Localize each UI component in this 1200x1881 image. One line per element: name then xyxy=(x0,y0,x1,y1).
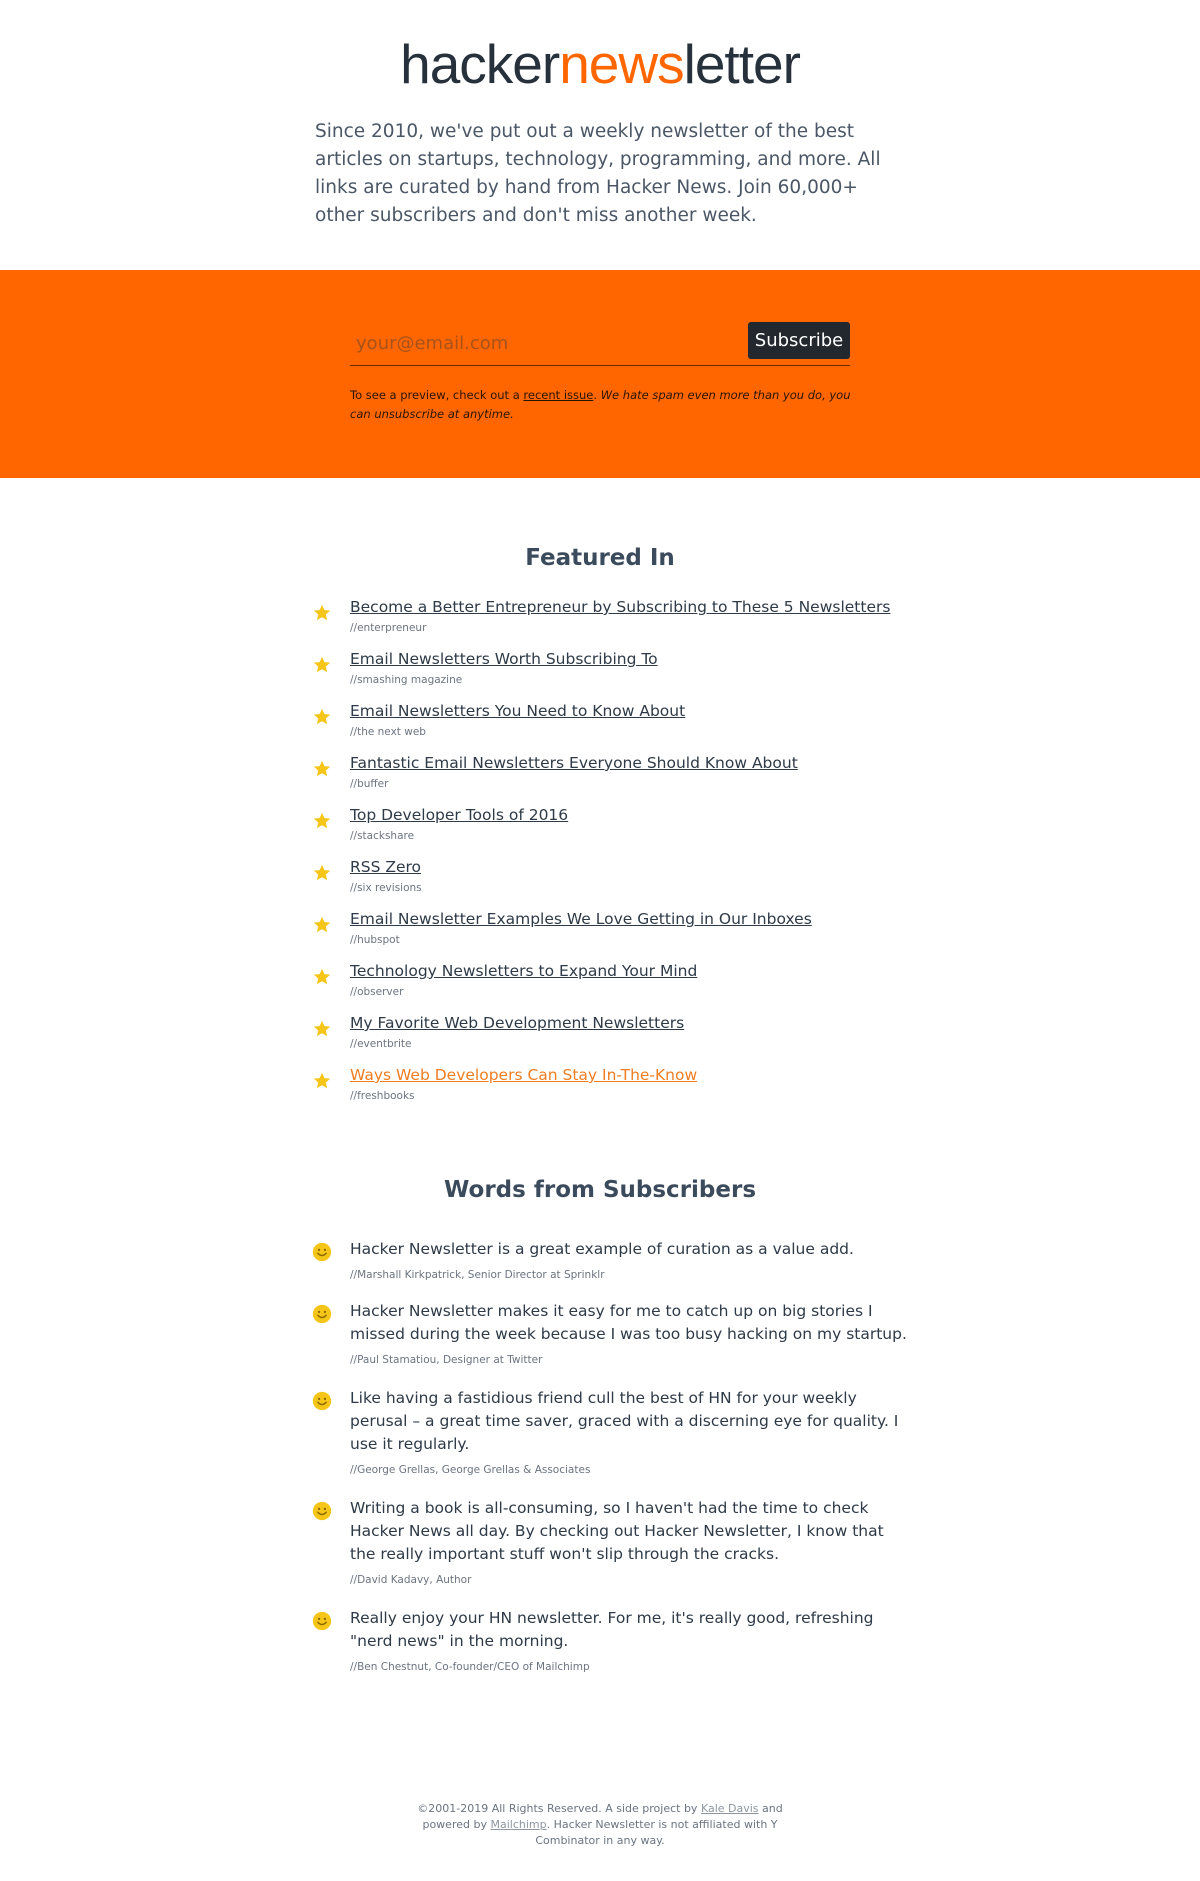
featured-item-source: //observer xyxy=(350,986,404,998)
star-icon xyxy=(312,603,332,623)
featured-item-source: //hubspot xyxy=(350,934,400,946)
featured-item xyxy=(310,650,910,702)
email-input[interactable] xyxy=(350,322,740,364)
testimonial-text: Really enjoy your HN newsletter. For me, it's really good, refreshing "nerd news" in the morning. xyxy=(350,1609,874,1650)
testimonials-heading: Words from Subscribers xyxy=(443,1177,757,1203)
logo-news: news xyxy=(559,33,684,95)
featured-item xyxy=(310,754,910,806)
testimonial-author: //Paul Stamatiou, Designer at Twitter xyxy=(350,1354,543,1366)
star-icon xyxy=(312,863,332,883)
testimonial-author: //George Grellas, George Grellas & Associates xyxy=(350,1464,591,1476)
smiley-icon xyxy=(312,1391,332,1411)
featured-item-source: //the next web xyxy=(350,726,426,738)
star-icon xyxy=(312,1071,332,1091)
footer-text-1: ©2001-2019 All Rights Reserved. A side project by xyxy=(417,1802,701,1815)
featured-item-title[interactable]: Fantastic Email Newsletters Everyone Should Know About xyxy=(350,754,798,772)
note-spam: We hate spam even more than you do, you can unsubscribe at anytime. xyxy=(350,388,851,421)
testimonial-text: Like having a fastidious friend cull the best of HN for your weekly perusal – a great time saver, graced with a discerning eye for quality. I use it regularly. xyxy=(350,1389,899,1453)
testimonial-author: //Ben Chestnut, Co-founder/CEO of Mailchimp xyxy=(350,1661,590,1673)
smiley-icon xyxy=(312,1304,332,1324)
featured-item xyxy=(310,702,910,754)
mailchimp-link[interactable]: Mailchimp xyxy=(490,1818,547,1831)
featured-item xyxy=(310,910,910,962)
subscribe-button[interactable]: Subscribe xyxy=(748,322,850,359)
featured-item-source: //buffer xyxy=(350,778,389,790)
logo-hacker: hacker xyxy=(400,33,560,95)
featured-item-title[interactable]: RSS Zero xyxy=(350,858,422,876)
star-icon xyxy=(312,707,332,727)
featured-list xyxy=(310,598,910,1118)
testimonials-list xyxy=(310,1238,910,1673)
featured-item-title[interactable]: Ways Web Developers Can Stay In-The-Know xyxy=(350,1066,698,1084)
featured-item xyxy=(310,962,910,1014)
author-link[interactable]: Kale Davis xyxy=(700,1802,759,1815)
testimonial xyxy=(310,1387,910,1476)
star-icon xyxy=(312,655,332,675)
footer-text-3: . Hacker Newsletter is not affiliated with Y Combinator in any way. xyxy=(535,1818,778,1847)
featured-item xyxy=(310,598,910,650)
featured-item-source: //eventbrite xyxy=(350,1038,412,1050)
smiley-icon xyxy=(312,1501,332,1521)
site-logo[interactable] xyxy=(0,32,1200,96)
footer xyxy=(415,1801,785,1849)
featured-item xyxy=(310,1014,910,1066)
star-icon xyxy=(312,915,332,935)
note-mid: . xyxy=(593,388,601,402)
featured-item-title[interactable]: My Favorite Web Development Newsletters xyxy=(350,1014,685,1032)
smiley-icon xyxy=(312,1242,332,1262)
footer-text-2: and powered by xyxy=(422,1802,783,1831)
featured-item-title[interactable]: Email Newsletters You Need to Know About xyxy=(350,702,686,720)
subscribe-section xyxy=(0,270,1200,478)
recent-issue-link[interactable]: recent issue xyxy=(523,388,594,402)
featured-item xyxy=(310,858,910,910)
star-icon xyxy=(312,811,332,831)
note-prefix: To see a preview, check out a xyxy=(350,388,524,402)
featured-item-title[interactable]: Email Newsletter Examples We Love Getting in Our Inboxes xyxy=(350,910,812,928)
star-icon xyxy=(312,759,332,779)
featured-heading: Featured In xyxy=(525,545,675,571)
featured-item-title[interactable]: Email Newsletters Worth Subscribing To xyxy=(350,650,658,668)
featured-item-source: //freshbooks xyxy=(350,1090,415,1102)
featured-item-source: //six revisions xyxy=(350,882,422,894)
testimonial-text: Writing a book is all-consuming, so I haven't had the time to check Hacker News all day. By checking out Hacker Newsletter, I know that the really important stuff won't slip through the cracks. xyxy=(350,1499,884,1563)
featured-item xyxy=(310,1066,910,1118)
smiley-icon xyxy=(312,1611,332,1631)
testimonial xyxy=(310,1300,910,1366)
star-icon xyxy=(312,967,332,987)
featured-item-source: //enterpreneur xyxy=(350,622,427,634)
testimonial xyxy=(310,1607,910,1673)
testimonial xyxy=(310,1497,910,1586)
testimonial-author: //David Kadavy, Author xyxy=(350,1574,472,1586)
intro-text: Since 2010, we've put out a weekly newsletter of the best articles on startups, technology, programming, and more. All links are curated by hand from Hacker News. Join 60,000+ other subscribers and don't miss another week. xyxy=(315,121,881,226)
featured-item-title[interactable]: Top Developer Tools of 2016 xyxy=(350,806,569,824)
logo-letter: letter xyxy=(683,33,800,95)
featured-item-title[interactable]: Technology Newsletters to Expand Your Mind xyxy=(350,962,698,980)
testimonial-text: Hacker Newsletter is a great example of curation as a value add. xyxy=(350,1240,854,1258)
featured-item xyxy=(310,806,910,858)
subscribe-note xyxy=(350,386,860,424)
featured-item-source: //smashing magazine xyxy=(350,674,463,686)
testimonial xyxy=(310,1238,910,1281)
featured-item-source: //stackshare xyxy=(350,830,415,842)
testimonial-text: Hacker Newsletter makes it easy for me to catch up on big stories I missed during the week because I was too busy hacking on my startup. xyxy=(350,1302,907,1343)
featured-item-title[interactable]: Become a Better Entrepreneur by Subscribing to These 5 Newsletters xyxy=(350,598,891,616)
testimonial-author: //Marshall Kirkpatrick, Senior Director at Sprinklr xyxy=(350,1269,605,1281)
star-icon xyxy=(312,1019,332,1039)
subscribe-form xyxy=(350,322,850,366)
